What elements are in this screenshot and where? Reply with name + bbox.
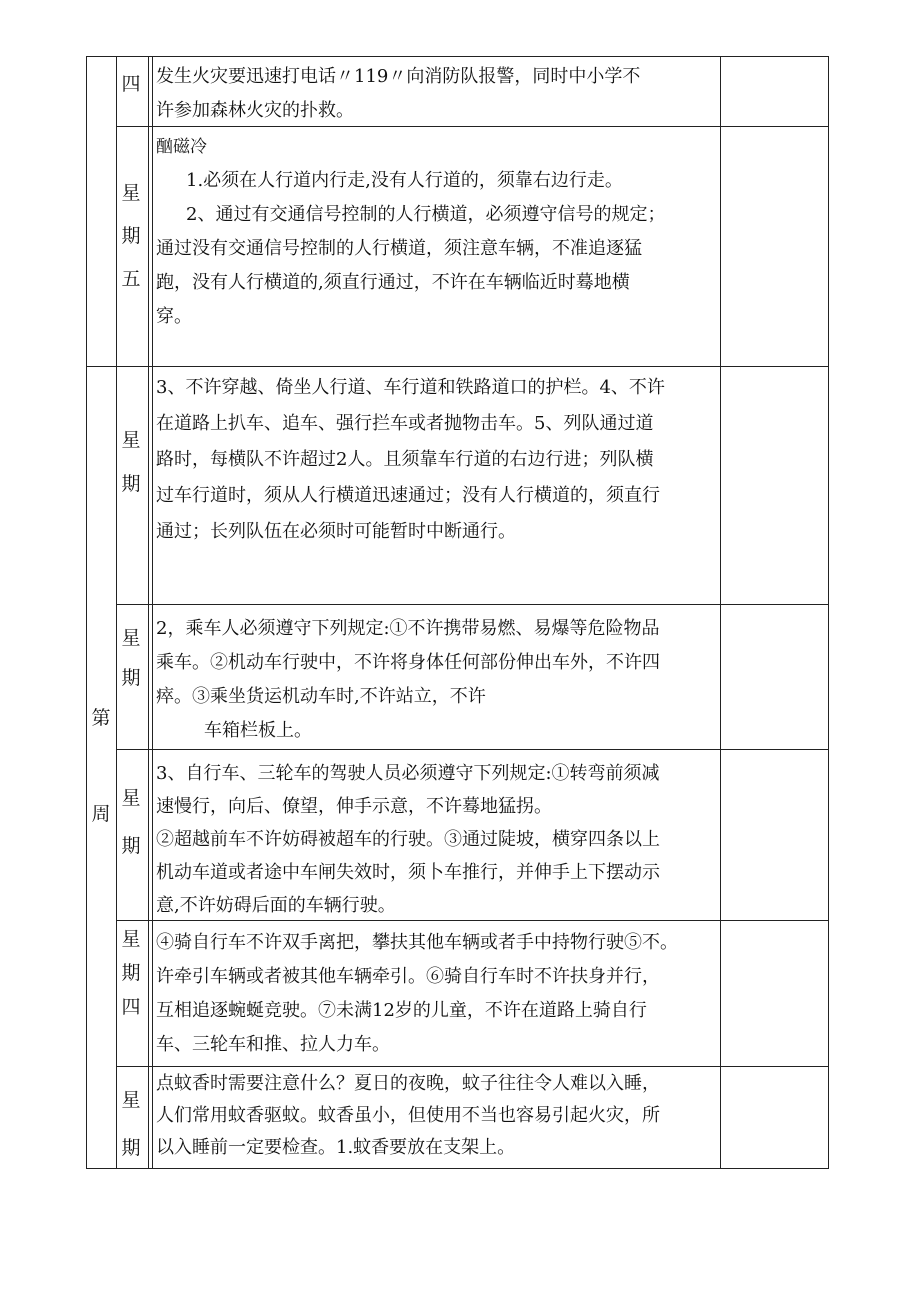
text-line: 以入睡前一定要检查。1.蚊香要放在支架上。 (156, 1137, 516, 1158)
text-line: 2，乘车人必须遵守下列规定:①不许携带易燃、易爆等危险物品 (156, 618, 660, 639)
row-divider (116, 749, 829, 750)
column-divider-content-inner (152, 56, 153, 1169)
text-line: 瘁。③乘坐货运机动车时,不许站立，不许 (156, 686, 486, 707)
text-line: 乘车。②机动车行驶中，不许将身体任何部份伸出车外，不许四 (156, 652, 660, 673)
text-line: 机动车道或者途中车闸失效时，须卜车推行，并伸手上下摆动示 (156, 862, 660, 883)
table-border-left (86, 56, 87, 1169)
text-line: 通过；长列队伍在必须时可能暂时中断通行。 (156, 521, 516, 542)
day-label-char: 期 (121, 473, 141, 495)
row-content (156, 926, 736, 1062)
text-line: 许牵引车辆或者被其他车辆牵引。⑥骑自行车时不许扶身并行， (156, 966, 660, 987)
day-label (116, 72, 146, 96)
week-label-char: 周 (91, 803, 111, 825)
day-label-char: 星 (121, 627, 141, 649)
text-line: 发生火灾要迅速打电话〃119〃向消防队报警，同时中小学不 (156, 66, 641, 87)
row-divider (116, 1066, 829, 1067)
text-line: 穿。 (156, 306, 192, 327)
row-content (156, 370, 720, 550)
day-label-char: 期 (121, 962, 141, 984)
text-line: ②超越前车不许妨碍被超车的行驶。③通过陡坡，横穿四条以上 (156, 829, 660, 850)
week-label (86, 802, 116, 826)
column-divider-content (148, 56, 149, 1169)
text-line: 速慢行，向后、僚望，伸手示意，不许蓦地猛拐。 (156, 796, 552, 817)
day-label (116, 172, 146, 301)
day-label-char: 星 (121, 1089, 141, 1111)
text-line: 3、自行车、三轮车的驾驶人员必须遵守下列规定:①转弯前须减 (156, 763, 660, 784)
text-line: 互相追逐蜿蜒竞驶。⑦未满12岁的儿童，不许在道路上骑自行 (156, 1000, 647, 1021)
week-label (86, 706, 116, 730)
day-label-char: 四 (121, 996, 141, 1018)
text-line: 路时，每横队不许超过2人。且须靠车行道的右边行进；列队横 (156, 449, 654, 470)
day-label (116, 922, 146, 1024)
text-line: 跑，没有人行横道的,须直行通过，不许在车辆临近时蓦地横 (156, 272, 630, 293)
table-border-right (828, 56, 829, 1169)
text-line: 车箱栏板上。 (204, 720, 312, 741)
day-label (116, 774, 146, 870)
day-label (116, 418, 146, 506)
text-line: 3、不许穿越、倚坐人行道、车行道和铁路道口的护栏。4、不许 (156, 377, 665, 398)
text-line: 人们常用蚊香驱蚊。蚊香虽小，但使用不当也容易引起火灾，所 (156, 1105, 660, 1126)
row-content (156, 757, 720, 919)
day-label-char: 星 (121, 928, 141, 950)
text-line: 点蚊香时需要注意什么？夏日的夜晚，蚊子往往令人难以入睡， (156, 1073, 660, 1094)
row-divider (116, 604, 829, 605)
row-divider (116, 920, 829, 921)
text-line: 意,不许妨碍后面的车辆行驶。 (156, 895, 396, 916)
text-line: 通过没有交通信号控制的人行横道，须注意车辆，不准追逐猛 (156, 238, 642, 259)
text-line: ④骑自行车不许双手离把，攀扶其他车辆或者手中持物行驶⑤不。 (156, 932, 678, 953)
text-line: 车、三轮车和推、拉人力车。 (156, 1034, 390, 1055)
day-label-char: 星 (121, 787, 141, 809)
day-label-char: 期 (121, 1137, 141, 1159)
text-line: 过车行道时，须从人行横道迅速通过；没有人行横道的，须直行 (156, 485, 660, 506)
row-divider (86, 366, 829, 367)
day-label (116, 1076, 146, 1172)
day-label-char: 期 (121, 225, 141, 247)
day-label-char: 期 (121, 835, 141, 857)
table-border-top (86, 56, 829, 57)
day-label-char: 五 (121, 268, 141, 290)
text-line: 酗磁冷 (156, 137, 207, 157)
row-content (156, 130, 720, 334)
day-label (116, 618, 146, 698)
text-line: 2、通过有交通信号控制的人行横道，必须遵守信号的规定； (186, 204, 666, 225)
row-content (156, 1068, 720, 1164)
text-line: 许参加森林火灾的扑救。 (156, 100, 354, 121)
table-border-bottom (86, 1168, 829, 1169)
day-label-char: 期 (121, 667, 141, 689)
row-content (156, 60, 720, 128)
day-label-char: 四 (121, 73, 141, 95)
day-label-char: 星 (121, 182, 141, 204)
day-label-char: 星 (121, 429, 141, 451)
text-line: 1.必须在人行道内行走,没有人行道的，须靠右边行走。 (186, 170, 623, 191)
row-content (156, 612, 720, 748)
text-line: 在道路上扒车、追车、强行拦车或者抛物击车。5、列队通过道 (156, 413, 654, 434)
week-label-char: 第 (91, 707, 111, 729)
